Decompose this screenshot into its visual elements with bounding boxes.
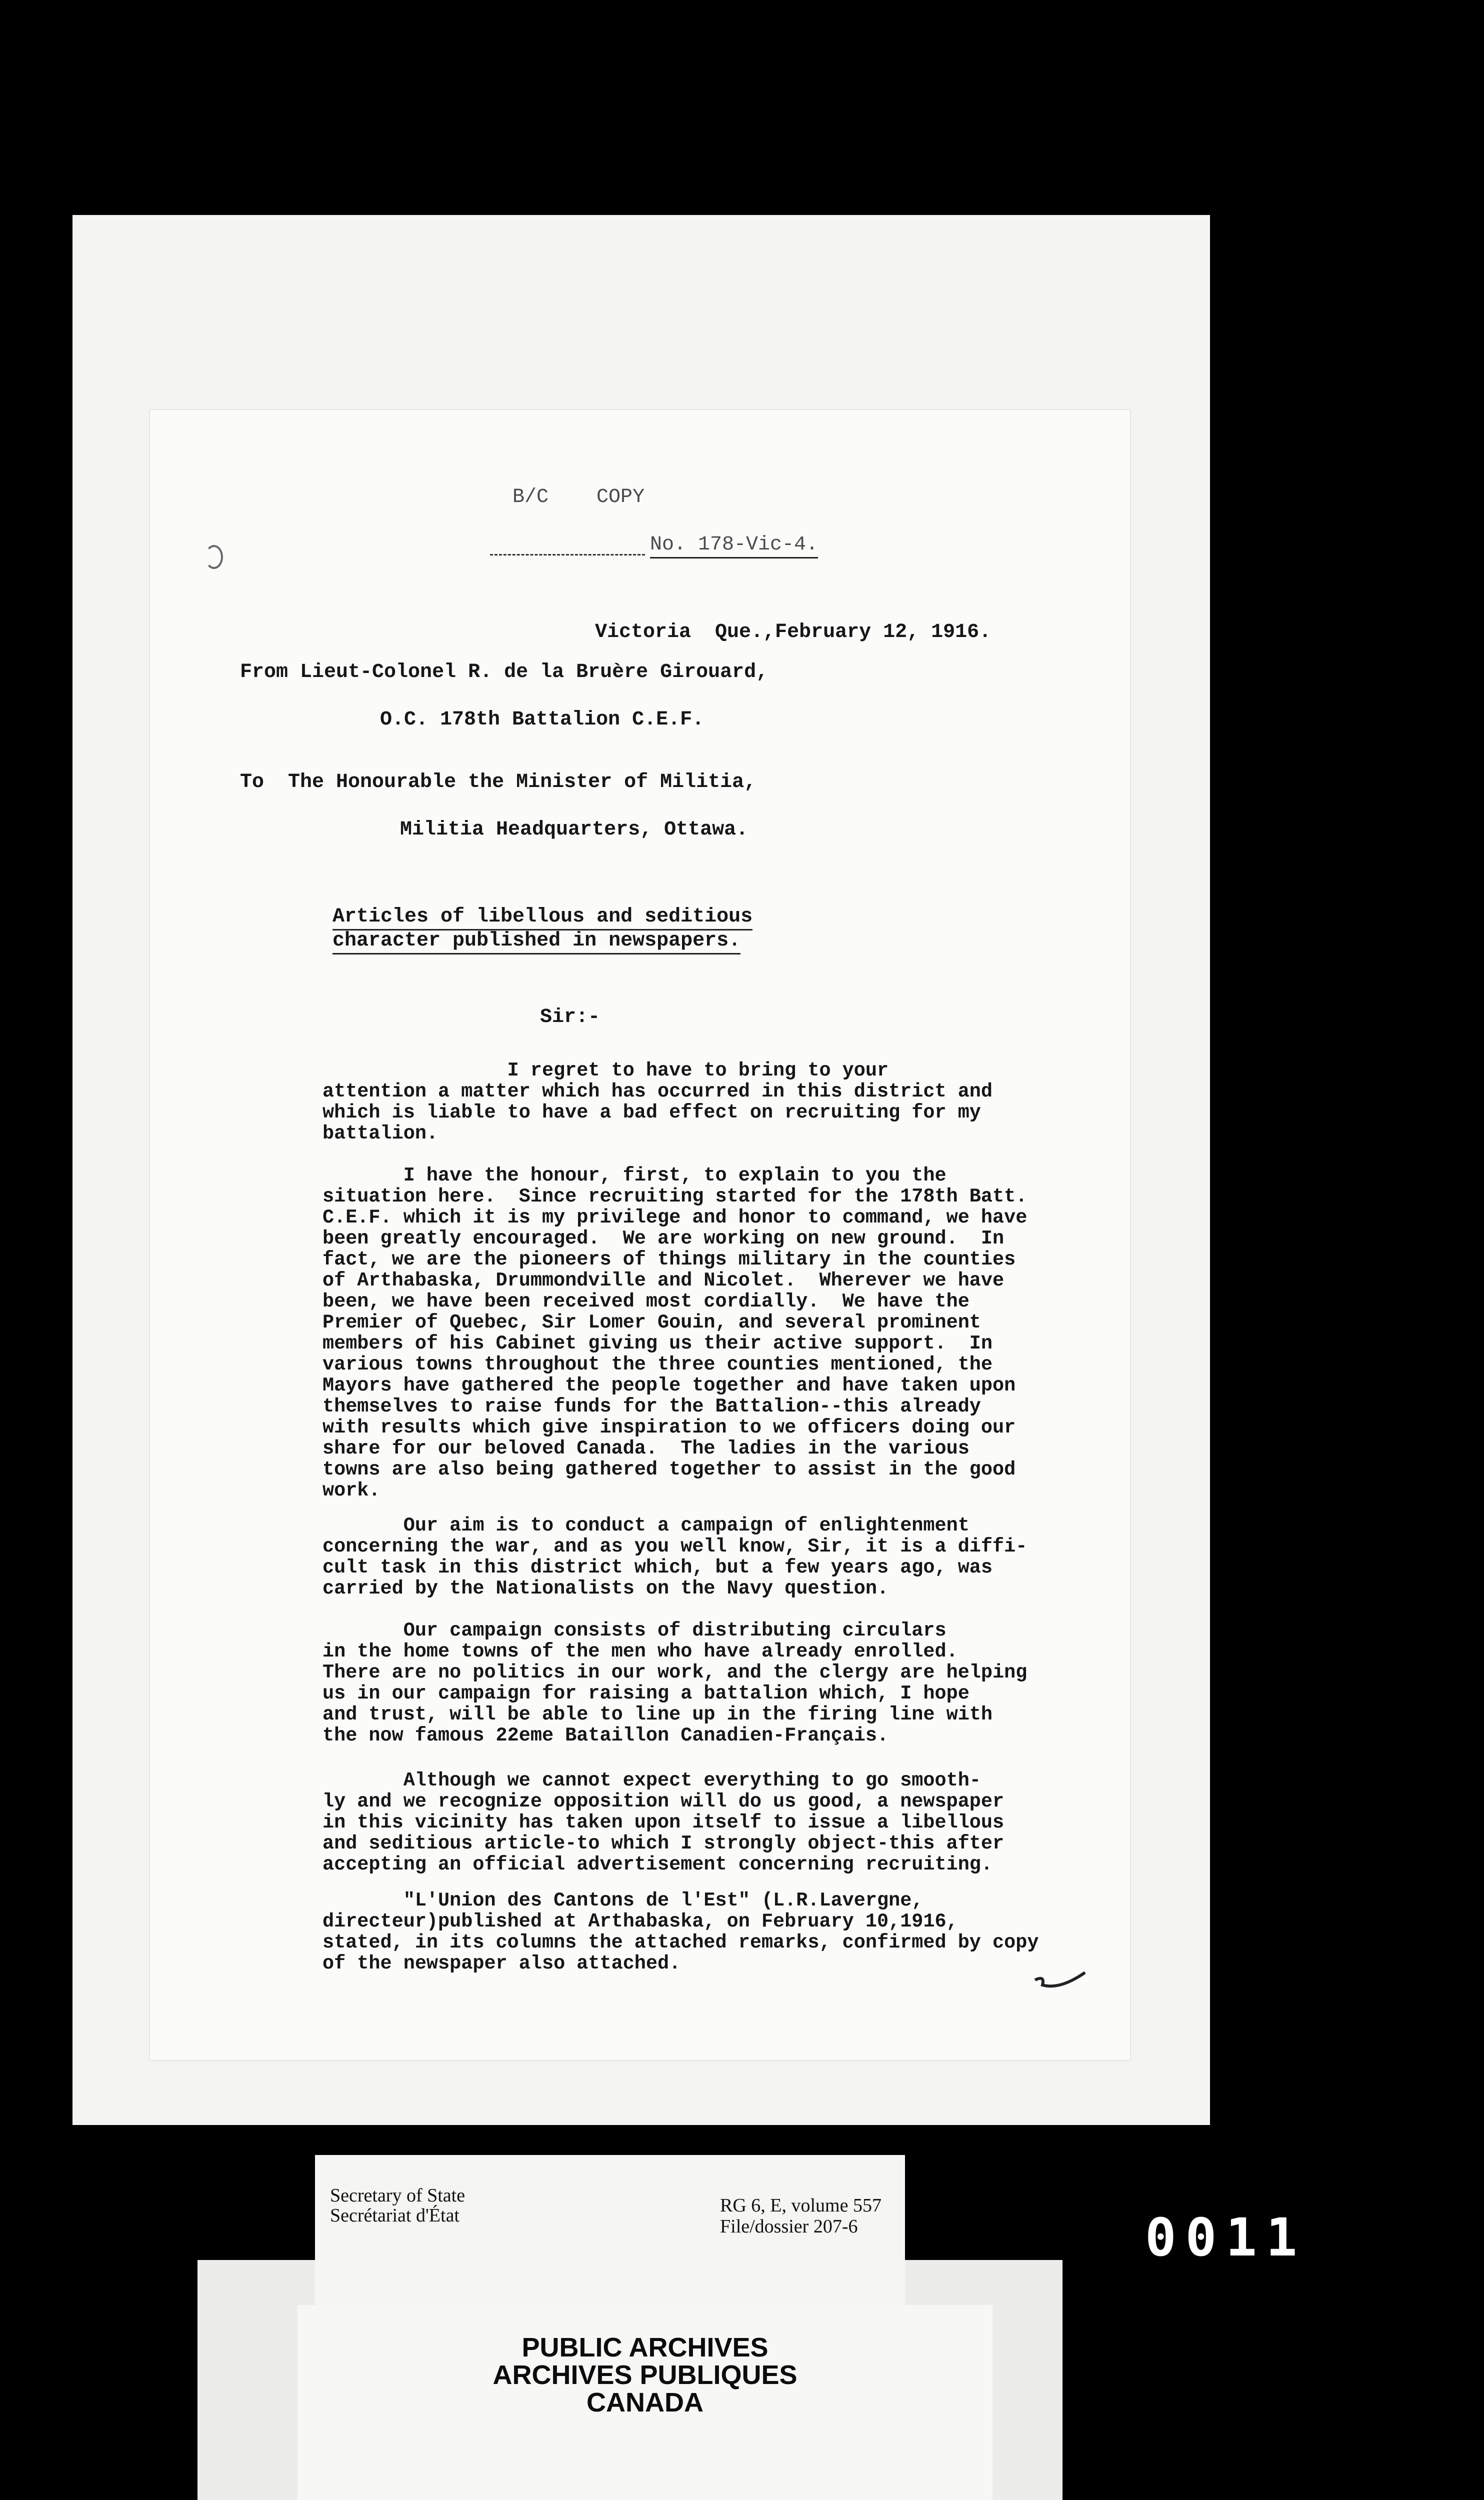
salutation: Sir:- (540, 1006, 600, 1028)
paragraph-3: Our aim is to conduct a campaign of enlightenment concerning the war, and as you well know, Sir, it is a diffi- cult task in this district which, but a few years ago, was carried by the Nationalists on the Navy question. (322, 1514, 1028, 1600)
punch-hole-mark (205, 545, 223, 569)
frame-number: 0011 (1145, 2207, 1306, 2268)
subject-line-2: character published in newspapers. (332, 930, 740, 954)
fonds-label (315, 2155, 905, 2305)
department-english: Secretary of State (330, 2185, 466, 2206)
dashed-rule (490, 554, 645, 556)
sender-line: From Lieut-Colonel R. de la Bruère Girouard, (240, 661, 768, 684)
sender-unit: O.C. 178th Battalion C.E.F. (380, 708, 704, 731)
copy-mark: B/C COPY (512, 486, 645, 508)
department-french: Secrétariat d'État (330, 2205, 460, 2226)
subject-line-1: Articles of libellous and seditious (332, 906, 752, 930)
reference-volume: RG 6, E, volume 557 (720, 2195, 882, 2216)
paragraph-6: "L'Union des Cantons de l'Est" (L.R.Lavergne, directeur)published at Arthabaska, on February 10,1916, stated, in its columns the attached remarks, confirmed by copy of the newspaper also attached. (322, 1890, 1039, 1974)
file-number-text: No. 178-Vic-4. (650, 534, 818, 558)
subject-heading (332, 905, 752, 953)
stamp-line-3: CANADA (586, 2388, 704, 2418)
letter-page (150, 410, 1130, 2060)
paragraph-4: Our campaign consists of distributing circulars in the home towns of the men who have already enrolled. There are no politics in our work, and the clergy are helping us in our campaign for raising a battalion which, I hope and trust, will be able to line up in the firing line with the now famous 22eme Bataillon Canadien-Français. (322, 1620, 1028, 1746)
public-archives-stamp (298, 2305, 992, 2500)
handwritten-tick-mark (1030, 1970, 1090, 2015)
recipient-line: To The Honourable the Minister of Militia, (240, 771, 756, 794)
file-number (650, 532, 818, 558)
stamp-line-2: ARCHIVES PUBLIQUES (492, 2360, 798, 2390)
date-line: Victoria Que.,February 12, 1916. (595, 621, 992, 644)
reference-file: File/dossier 207-6 (720, 2216, 858, 2237)
paragraph-2: I have the honour, first, to explain to you the situation here. Since recruiting started for the 178th Batt. C.E.F. which it is my privilege and honor to command, we have been greatly encouraged. We are working on new ground. In fact, we are the pioneers of things military in the counties of Arthabaska, Drummondville and Nicolet. Wherever we have been, we have been received most cordially. We have the Premier of Quebec, Sir Lomer Gouin, and several prominent members of his Cabinet giving us their active support. In various towns throughout the three counties mentioned, the Mayors have gathered the people together and have taken upon themselves to raise funds for the Battalion--this already with results which give inspiration to we officers doing our share for our beloved Canada. The ladies in the various towns are also being gathered together to assist in the good work. (322, 1164, 1028, 1502)
paragraph-5: Although we cannot expect everything to go smooth- ly and we recognize opposition will do us good, a newspaper in this vicinity has taken upon itself to issue a libellous and seditious article-to which I strongly object-this after accepting an official advertisement concerning recruiting. (322, 1770, 1004, 1876)
paragraph-1: I regret to have to bring to your attention a matter which has occurred in this district and which is liable to have a bad effect on recruiting for my battalion. (322, 1060, 993, 1144)
stamp-line-1: PUBLIC ARCHIVES (522, 2332, 768, 2362)
recipient-address: Militia Headquarters, Ottawa. (400, 818, 748, 841)
